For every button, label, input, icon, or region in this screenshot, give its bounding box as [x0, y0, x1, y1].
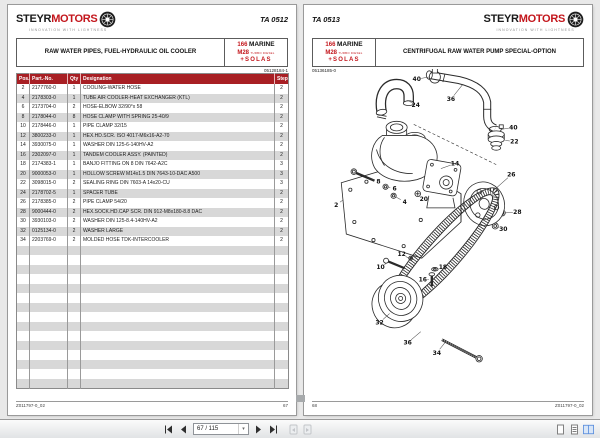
callout-leader-line — [406, 256, 409, 258]
table-cell: 1 — [68, 189, 81, 199]
table-cell: 2 — [68, 217, 81, 227]
hose-fitting — [488, 131, 504, 150]
table-cell: 2178044-0 — [30, 113, 68, 123]
table-cell: 1 — [68, 151, 81, 161]
table-cell: 14 — [20, 142, 26, 149]
table-cell: 8 — [17, 113, 30, 123]
table-cell: 2 — [21, 85, 25, 92]
table-cell: 2178385-0 — [30, 198, 68, 208]
table-row — [17, 198, 289, 208]
single-page-view-icon[interactable] — [555, 423, 566, 435]
diagram-callout-number: 34 — [432, 349, 442, 357]
table-cell: PIPE CLAMP 32/15 — [81, 122, 275, 132]
badge-solas: +SOLAS — [240, 56, 272, 63]
table-cell: 4 — [17, 94, 30, 104]
table-cell: 16 — [17, 151, 30, 161]
engine-badge — [224, 39, 287, 66]
table-cell: 30 — [20, 218, 26, 225]
col-header-designation: Designation — [81, 74, 275, 85]
table-cell: WASHER DIN 125-6-140HV-A2 — [81, 141, 275, 151]
table-cell: 2 — [275, 132, 289, 142]
table-empty-row — [17, 246, 289, 256]
table-empty-row — [17, 255, 289, 265]
table-cell: 2173704-0 — [30, 103, 68, 113]
table-cell: HOLLOW SCREW M14x1.5 DIN 7643-10-DAC A500 — [81, 170, 275, 180]
badge-model-top: 166 — [237, 42, 248, 49]
table-cell: TANDEM COOLER ASSY. (PAINTED) — [81, 151, 275, 161]
ta-number-left: TA 0512 — [260, 15, 288, 24]
diagram-callout-number: 18 — [438, 264, 448, 272]
parts-table — [16, 73, 289, 389]
diagram-callout-number: 6 — [392, 185, 397, 193]
table-cell: 1 — [68, 94, 81, 104]
diagram-callout-number: 24 — [411, 102, 420, 110]
steyr-emblem-icon — [99, 11, 116, 28]
table-empty-row — [17, 350, 289, 360]
table-cell: WASHER DIN 125-8.4-140HV-A2 — [81, 217, 275, 227]
right-doc-number: 05136185-0 — [312, 68, 337, 73]
table-cell: WASHER LARGE — [81, 227, 275, 237]
badge-model-bottom: M28 — [325, 49, 338, 56]
washer-6 — [383, 184, 388, 189]
table-empty-row — [17, 303, 289, 313]
table-row — [17, 227, 289, 237]
table-empty-row — [17, 322, 289, 332]
diagram-callout-number: 16 — [418, 276, 427, 284]
callout-leader-line — [440, 343, 445, 350]
table-cell: 2 — [275, 236, 289, 246]
table-cell: 2178446-0 — [30, 122, 68, 132]
table-cell: 18 — [20, 161, 26, 168]
table-row — [17, 236, 289, 246]
ta-number-right: TA 0513 — [312, 15, 340, 24]
diagram-callout-number: 10 — [376, 264, 385, 272]
logo-tagline: INNOVATION WITH LIGHTNESS — [496, 28, 575, 32]
table-cell: 2 — [275, 217, 289, 227]
last-page-button[interactable] — [268, 423, 279, 435]
bolt-34 — [442, 340, 482, 362]
badge-subtitle: TURBO DIESEL — [338, 50, 363, 55]
diagram-callout-number: 22 — [510, 138, 519, 146]
table-row — [17, 217, 289, 227]
table-row — [17, 132, 289, 142]
table-empty-row — [17, 379, 289, 389]
table-cell: SPACER TUBE — [81, 189, 275, 199]
table-row — [17, 113, 289, 123]
table-row — [17, 84, 289, 94]
bolt-16 — [429, 273, 435, 287]
logo-steyr-text: STEYR — [483, 13, 519, 25]
table-empty-row — [17, 369, 289, 379]
left-page-title: RAW WATER PIPES, FUEL-HYDRAULIC OIL COOLER — [44, 48, 197, 55]
page-splitter-handle[interactable] — [296, 395, 305, 402]
col-header-qty: Qty — [68, 74, 81, 85]
diagram-callout-number: 12 — [397, 251, 406, 259]
page-number-input[interactable] — [193, 423, 249, 435]
logo-tagline: INNOVATION WITH LIGHTNESS — [29, 28, 108, 32]
diagram-callout-number: 36 — [403, 339, 412, 347]
table-cell: 2 — [275, 103, 289, 113]
parts-table-body — [17, 84, 289, 389]
table-cell: 1 — [68, 170, 81, 180]
right-page-title: CENTRIFUGAL RAW WATER PUMP SPECIAL-OPTION — [402, 48, 556, 55]
left-title-box — [16, 38, 288, 67]
table-cell: 6 — [21, 104, 25, 111]
table-cell: 3 — [275, 170, 289, 180]
parts-table-header-row — [17, 74, 289, 85]
table-cell: HEX.HD.SCR. ISO 4017-M6x16-A2-70 — [81, 132, 275, 142]
table-cell: PIPE CLAMP 54/20 — [81, 198, 275, 208]
washer-4 — [391, 193, 396, 198]
right-page-footer — [312, 401, 584, 409]
table-cell: 34 — [20, 237, 26, 244]
table-cell: 12 — [17, 132, 30, 142]
table-cell: 2 — [275, 84, 289, 94]
bolt-10 — [384, 258, 405, 268]
next-view-icon[interactable] — [302, 423, 313, 435]
callout-leader-line — [454, 84, 463, 96]
table-cell: 2 — [68, 208, 81, 218]
table-cell: 2 — [68, 236, 81, 246]
table-cell: 1 — [68, 160, 81, 170]
table-cell: 24 — [17, 189, 30, 199]
table-cell: 1 — [68, 84, 81, 94]
table-row — [17, 208, 289, 218]
table-row — [17, 151, 289, 161]
table-cell: 9000444-0 — [30, 208, 68, 218]
table-cell: 3800233-0 — [30, 132, 68, 142]
diagram-callout-number: 8 — [376, 178, 381, 186]
diagram-callout-number: 14 — [450, 160, 460, 168]
table-row — [17, 122, 289, 132]
table-cell: 2 — [275, 141, 289, 151]
table-cell: BANJO FITTING ON 8 DIN 7642-A2C — [81, 160, 275, 170]
table-cell: 2178702-5 — [30, 189, 68, 199]
steyr-emblem-icon — [567, 11, 584, 28]
right-footer-doc-code: Z011797-0_02 — [555, 402, 584, 408]
table-row — [17, 160, 289, 170]
first-page-button[interactable] — [163, 423, 174, 435]
table-row — [17, 170, 289, 180]
table-cell: 2 — [68, 198, 81, 208]
table-cell: HOSE CLAMP WITH SPRING 25-40/9 — [81, 113, 275, 123]
table-cell: 2203769-0 — [30, 236, 68, 246]
continuous-view-icon[interactable] — [569, 423, 580, 435]
table-cell: 9000053-0 — [30, 170, 68, 180]
table-cell: 2 — [68, 227, 81, 237]
table-row — [17, 94, 289, 104]
table-cell: 2 — [275, 189, 289, 199]
diagram-callout-number: 40 — [412, 76, 421, 84]
table-empty-row — [17, 274, 289, 284]
table-cell: 22 — [20, 180, 26, 187]
col-header-partno: Part.-No. — [30, 74, 68, 85]
table-cell: SEALING RING DIN 7603-A 14x20-CU — [81, 179, 275, 189]
diagram-callout-number: 40 — [509, 124, 518, 132]
steyr-motors-logo — [16, 11, 116, 33]
table-cell: 2 — [68, 179, 81, 189]
table-cell: 26 — [20, 199, 26, 206]
table-cell: HEX.SOCK.HD.CAP SCR. DIN 912-M8x180-8.8 DAC — [81, 208, 275, 218]
table-cell: 2174383-1 — [30, 160, 68, 170]
col-header-step: Step — [275, 74, 289, 85]
table-cell: 2 — [275, 113, 289, 123]
diagram-callout-number: 2 — [334, 201, 339, 209]
logo-motors-text: MOTORS — [51, 13, 98, 25]
raw-water-pipe — [426, 71, 495, 129]
diagram-callout-number: 30 — [499, 225, 508, 233]
previous-view-icon[interactable] — [288, 423, 299, 435]
table-cell: 2 — [275, 122, 289, 132]
page-layout-modes — [555, 420, 594, 438]
table-cell: 2 — [275, 94, 289, 104]
logo-motors-text: MOTORS — [518, 13, 565, 25]
two-page-view-icon[interactable] — [583, 423, 594, 435]
diagram-callout-number: 26 — [507, 171, 516, 179]
table-row — [17, 189, 289, 199]
table-cell: COOLING-WATER HOSE — [81, 84, 275, 94]
diagram-callout-number: 28 — [513, 208, 522, 216]
badge-series: MARINE — [248, 41, 275, 49]
right-page-header — [312, 11, 584, 36]
page-navigation — [163, 420, 313, 438]
table-empty-row — [17, 341, 289, 351]
table-empty-row — [17, 312, 289, 322]
left-footer-page-number: 67 — [282, 402, 288, 408]
col-header-pos: Pos. — [17, 74, 30, 85]
table-cell: 2 — [275, 208, 289, 218]
badge-solas: +SOLAS — [328, 56, 360, 63]
table-cell: 2302097-0 — [30, 151, 68, 161]
table-row — [17, 141, 289, 151]
table-cell: 20 — [17, 170, 30, 180]
steyr-motors-logo — [484, 11, 584, 33]
washer-18 — [432, 267, 438, 271]
table-cell: 1 — [68, 132, 81, 142]
table-cell: TUBE AIR COOLER-HEAT EXCHANGER (KTL) — [81, 94, 275, 104]
logo-steyr-text: STEYR — [16, 13, 52, 25]
table-empty-row — [17, 265, 289, 275]
table-empty-row — [17, 360, 289, 370]
table-cell: 28 — [17, 208, 30, 218]
intake-elbow-hose — [376, 84, 414, 119]
left-footer-doc-code: Z011797-0_02 — [16, 402, 45, 408]
table-cell: 2177760-0 — [30, 84, 68, 94]
diagram-callout-number: 4 — [402, 198, 407, 206]
next-page-button[interactable] — [253, 423, 264, 435]
badge-model-bottom: M28 — [237, 49, 250, 56]
table-cell: 3930103-0 — [30, 217, 68, 227]
right-title-box — [312, 38, 584, 67]
left-page-footer — [16, 401, 288, 409]
diagram-callout-number: 36 — [446, 96, 456, 104]
table-cell: 2 — [275, 151, 289, 161]
pdf-page-right — [304, 5, 592, 415]
table-cell: 2 — [275, 198, 289, 208]
table-cell: 3 — [275, 160, 289, 170]
table-cell: HOSE-ELBOW 32/90°x 58 — [81, 103, 275, 113]
left-doc-number: 05128184-1 — [263, 68, 288, 73]
table-empty-row — [17, 331, 289, 341]
diagram-callout-number: 20 — [419, 195, 428, 203]
table-cell: MOLDED HOSE TDK-INTERCOOLER — [81, 236, 275, 246]
table-cell: 3 — [275, 179, 289, 189]
badge-subtitle: TURBO DIESEL — [250, 50, 275, 55]
table-cell: 0125134-0 — [30, 227, 68, 237]
table-cell: 8 — [68, 113, 81, 123]
table-cell: 10 — [20, 123, 26, 130]
callout-leader-line — [493, 178, 508, 191]
table-empty-row — [17, 284, 289, 294]
diagram-callout-number: 32 — [375, 319, 384, 327]
table-cell: 3930075-0 — [30, 141, 68, 151]
previous-page-button[interactable] — [178, 423, 189, 435]
left-page-header — [16, 11, 288, 36]
badge-series: MARINE — [336, 41, 363, 49]
table-cell: 2 — [275, 227, 289, 237]
table-row — [17, 103, 289, 113]
page-number-value: 67 / 115 — [197, 426, 219, 432]
table-cell: 32 — [17, 227, 30, 237]
callout-leader-line — [505, 212, 513, 213]
view-history-buttons — [288, 423, 313, 435]
table-cell: 1 — [68, 122, 81, 132]
table-cell: 1 — [68, 141, 81, 151]
table-cell: 3098015-0 — [30, 179, 68, 189]
table-row — [17, 179, 289, 189]
viewer-toolbar — [0, 419, 600, 438]
callout-leader-line — [411, 332, 421, 340]
table-cell: 2178303-0 — [30, 94, 68, 104]
chevron-down-icon[interactable]: ▾ — [238, 424, 248, 434]
badge-model-top: 166 — [325, 42, 336, 49]
pdf-page-left — [8, 5, 296, 415]
table-empty-row — [17, 293, 289, 303]
table-cell: 2 — [68, 103, 81, 113]
pump-exploded-diagram — [328, 69, 590, 391]
right-footer-page-number: 68 — [312, 402, 318, 408]
engine-badge — [313, 39, 376, 66]
